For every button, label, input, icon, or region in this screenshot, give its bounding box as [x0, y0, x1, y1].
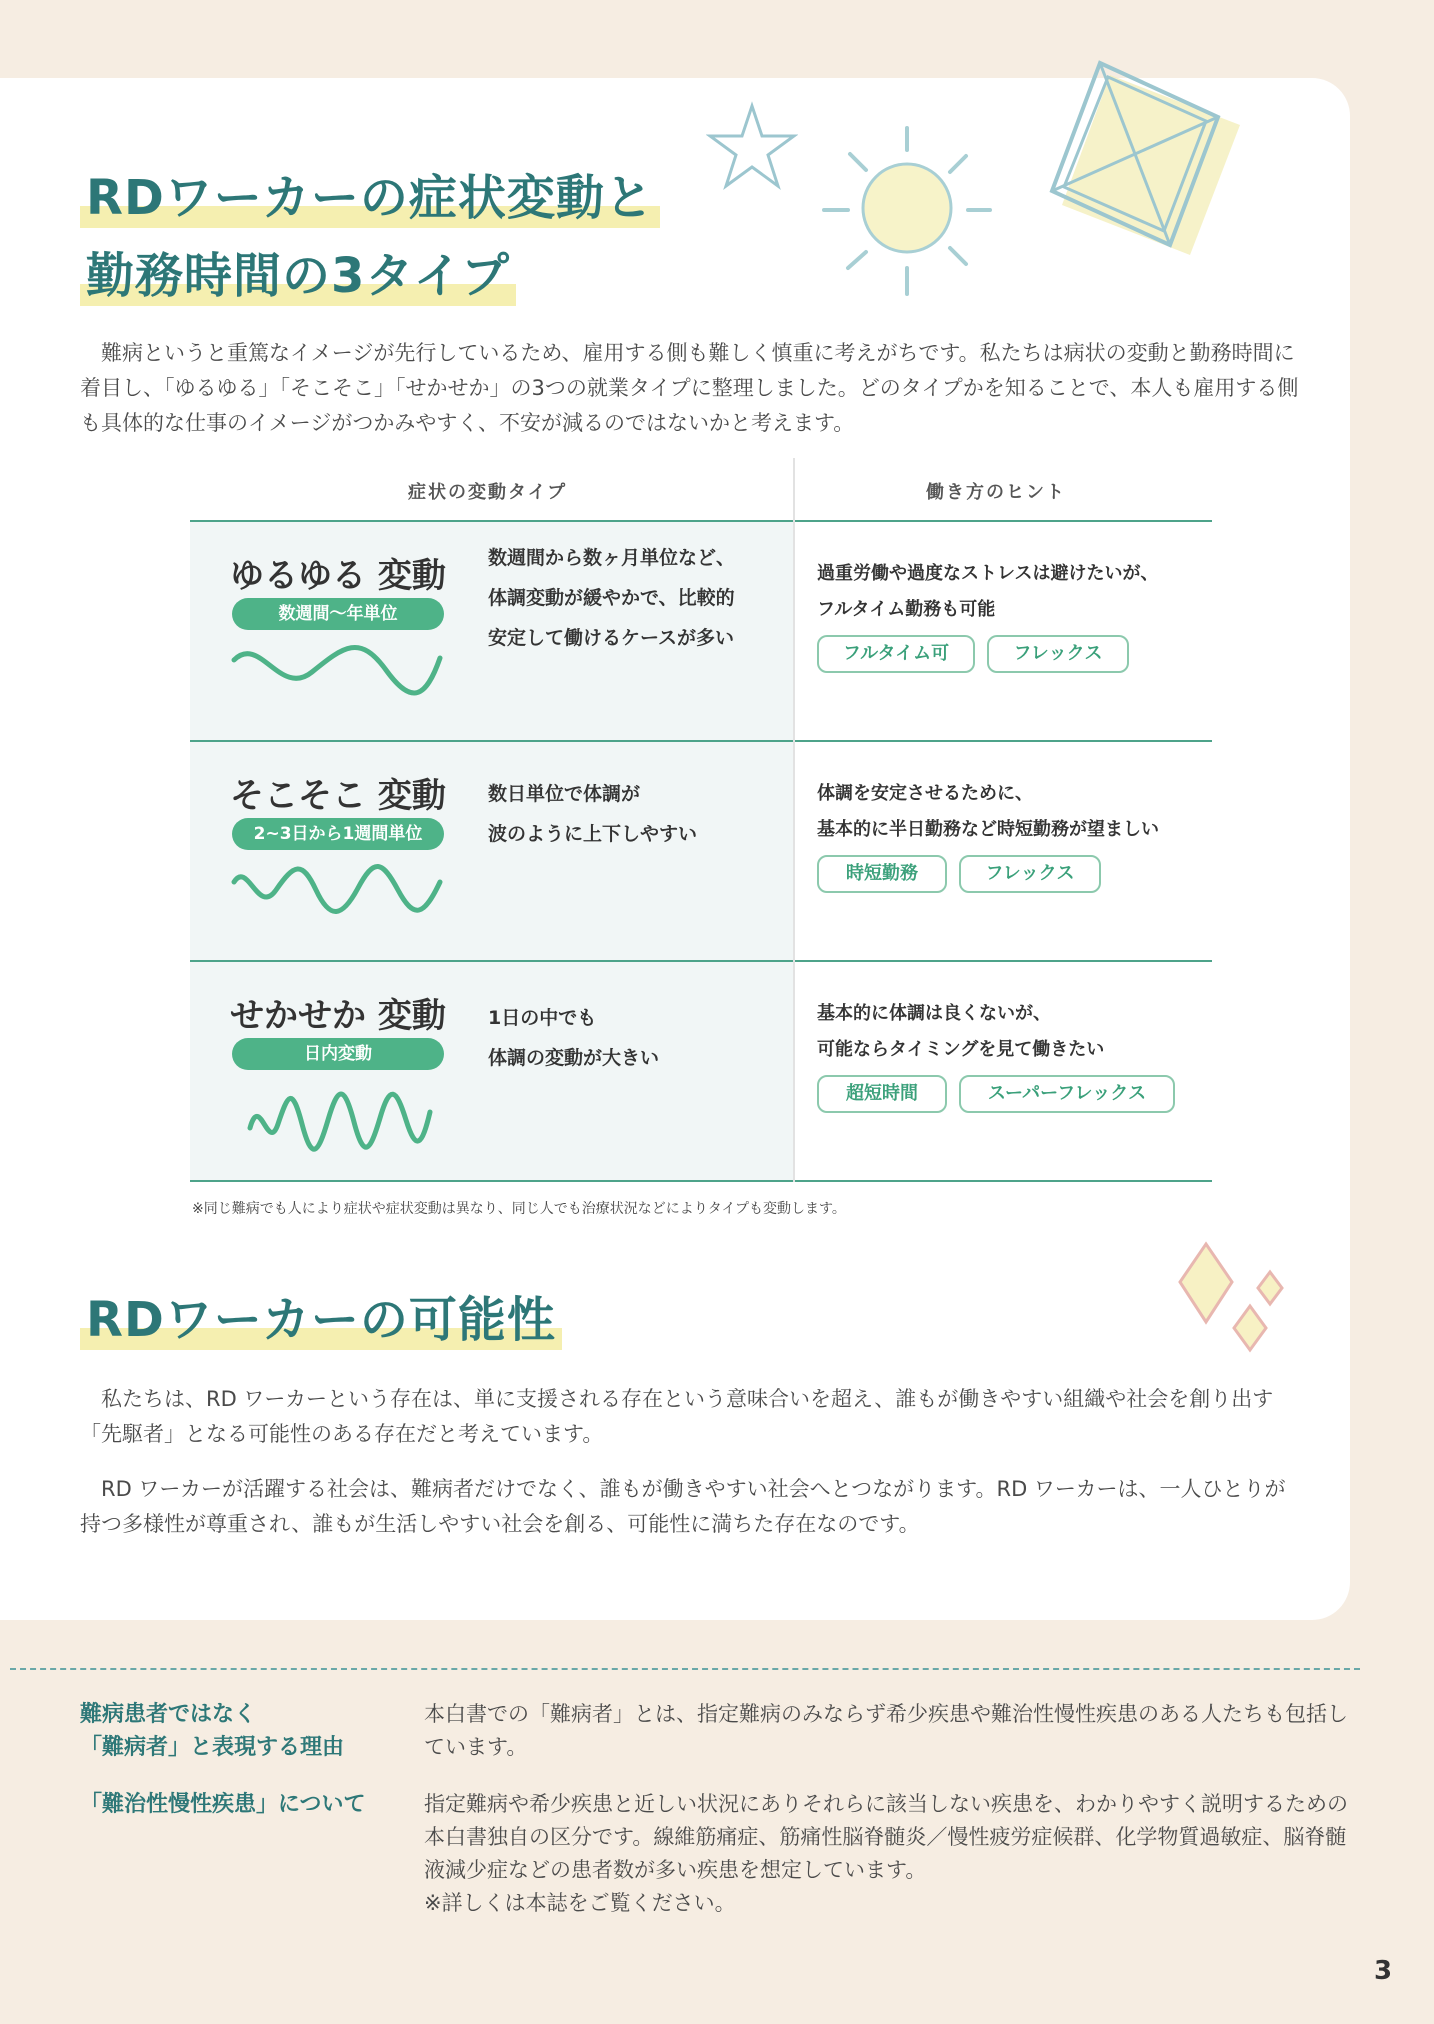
type-description	[488, 774, 697, 854]
column-header-type: 症状の変動タイプ	[408, 482, 568, 503]
section-title-line2: 勤務時間の3タイプ	[86, 252, 510, 300]
footnote-term-1	[80, 1698, 344, 1764]
description-line: 体調の変動が大きい	[488, 1047, 660, 1069]
term-line: 「難病者」と表現する理由	[80, 1735, 345, 1760]
type-badge: 2~3日から1週間単位	[232, 818, 444, 850]
medium-wave-icon	[230, 860, 444, 920]
footnote-text-1: 本白書での「難病者」とは、指定難病のみならず希少疾患や難治性慢性疾患のある人たちも包括しています。	[424, 1702, 1348, 1759]
term-line: 難病患者ではなく	[80, 1702, 257, 1727]
table-note: ※同じ難病でも人により症状や症状変動は異なり、同じ人でも治療状況などによりタイプも変動します。	[192, 1201, 846, 1217]
geometric-frame-icon	[1040, 55, 1250, 275]
type-description	[488, 538, 735, 658]
work-style-tag: フレックス	[959, 855, 1101, 893]
type-cell	[190, 742, 793, 960]
section-title-possibility: RDワーカーの可能性	[86, 1296, 556, 1344]
footnote-term-2: 「難治性慢性疾患」について	[80, 1792, 366, 1817]
type-cell	[190, 522, 793, 740]
footnote-text-2	[424, 1788, 1364, 1920]
hint-cell	[795, 742, 1212, 960]
description-line: 体調変動が緩やかで、比較的	[488, 587, 735, 609]
type-name: ゆるゆる 変動	[230, 556, 446, 596]
work-style-tag: フレックス	[987, 635, 1129, 673]
hint-line: 基本的に半日勤務など時短勤務が望ましい	[817, 819, 1159, 840]
hint-line: 基本的に体調は良くないが、	[817, 1003, 1051, 1024]
description-line: 数週間から数ヶ月単位など、	[488, 547, 736, 569]
footnote-note: ※詳しくは本誌をご覧ください。	[424, 1891, 736, 1915]
page-number: 3	[1374, 1956, 1393, 1986]
work-hint	[817, 776, 1159, 848]
type-name: せかせか 変動	[230, 996, 446, 1036]
section-title-line1: RDワーカーの症状変動と	[86, 174, 654, 222]
description-line: 波のように上下しやすい	[488, 823, 698, 845]
type-name: そこそこ 変動	[230, 776, 446, 816]
paragraph-text: RD ワーカーが活躍する社会は、難病者だけでなく、誰もが働きやすい社会へとつながります。RD ワーカーは、一人ひとりが持つ多様性が尊重され、誰もが生活しやすい社会を創る、可能性に満ちた存在なのです。	[80, 1477, 1286, 1536]
table-row	[190, 742, 1212, 962]
possibility-paragraph-2	[80, 1472, 1300, 1542]
table-row	[190, 962, 1212, 1182]
hint-line: 過重労働や過度なストレスは避けたいが、	[817, 563, 1159, 584]
sun-icon	[812, 118, 1002, 308]
hint-line: 可能ならタイミングを見て働きたい	[817, 1039, 1105, 1060]
gentle-wave-icon	[230, 640, 444, 700]
diamond-sparkle-icon	[1170, 1240, 1290, 1360]
hint-cell	[795, 962, 1212, 1180]
description-line: 安定して働けるケースが多い	[488, 627, 735, 649]
work-hint	[817, 996, 1104, 1068]
type-badge: 日内変動	[232, 1038, 444, 1070]
type-badge: 数週間〜年単位	[232, 598, 444, 630]
hint-line: フルタイム勤務も可能	[817, 599, 996, 620]
intro-text: 難病というと重篤なイメージが先行しているため、雇用する側も難しく慎重に考えがちです。私たちは病状の変動と勤務時間に着目し、「ゆるゆる」「そこそこ」「せかせか」の3つの就業タイプに整理しました。どのタイプかを知ることで、本人も雇用する側も具体的な仕事のイメージがつかみやすく、不安が減るのではないかと考えます。	[80, 341, 1299, 435]
hint-cell	[795, 522, 1212, 740]
table-row	[190, 522, 1212, 742]
dashed-divider	[10, 1668, 1360, 1670]
type-description	[488, 998, 659, 1078]
type-cell	[190, 962, 793, 1180]
symptom-type-table	[190, 458, 1212, 1182]
paragraph-text: 私たちは、RD ワーカーという存在は、単に支援される存在という意味合いを超え、誰もが働きやすい組織や社会を創り出す「先駆者」となる可能性のある存在だと考えています。	[80, 1387, 1274, 1446]
work-style-tag: 超短時間	[817, 1075, 947, 1113]
hint-line: 体調を安定させるために、	[817, 783, 1033, 804]
column-divider	[793, 458, 795, 1182]
footnote-body: 指定難病や希少疾患と近しい状況にありそれらに該当しない疾患を、わかりやすく説明するための本白書独自の区分です。線維筋痛症、筋痛性脳脊髄炎／慢性疲労症候群、化学物質過敏症、脳脊髄液減少症などの患者数が多い疾患を想定しています。	[424, 1792, 1348, 1882]
work-style-tag: スーパーフレックス	[959, 1075, 1175, 1113]
table-header	[190, 458, 1212, 522]
description-line: 数日単位で体調が	[488, 783, 641, 805]
possibility-paragraph-1	[80, 1382, 1300, 1452]
description-line: 1日の中でも	[488, 1007, 597, 1029]
work-style-tag: 時短勤務	[817, 855, 947, 893]
column-header-hint: 働き方のヒント	[926, 482, 1066, 503]
intro-paragraph	[80, 336, 1300, 441]
star-icon	[706, 100, 798, 190]
work-style-tag: フルタイム可	[817, 635, 975, 673]
rapid-wave-icon	[230, 1084, 444, 1154]
work-hint	[817, 556, 1158, 628]
